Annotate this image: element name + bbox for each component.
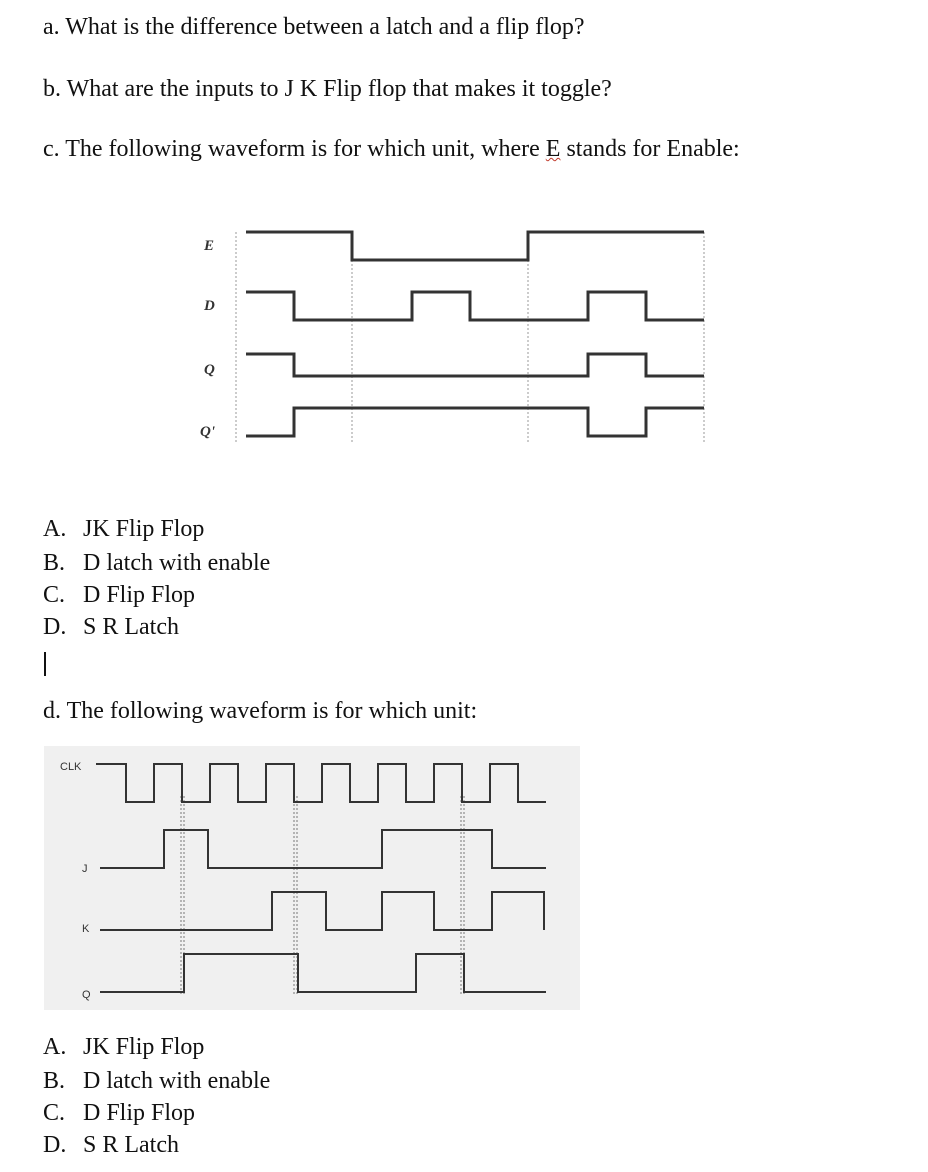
signal-trace-d [246, 292, 704, 320]
option-letter: B. [43, 550, 66, 576]
question-b: b. What are the inputs to J K Flip flop that makes it toggle? [43, 76, 612, 102]
question-c-text-after: stands for Enable: [560, 136, 740, 162]
question-a: a. What is the difference between a latch and a flip flop? [43, 14, 585, 40]
signal-label-j: J [82, 863, 88, 875]
question-c [43, 136, 740, 163]
signal-label-q: Q [204, 362, 215, 378]
waveform-diagram-d [44, 746, 580, 1010]
time-gridlines [236, 232, 704, 444]
option-letter: C. [43, 1100, 66, 1126]
option-letter: D. [43, 614, 67, 640]
option-c-a[interactable] [43, 516, 204, 543]
option-letter: A. [43, 516, 67, 542]
option-text: S R Latch [83, 1132, 179, 1158]
question-c-text-before: c. The following waveform is for which unit, where [43, 136, 546, 162]
option-letter: A. [43, 1034, 67, 1060]
option-text: D latch with enable [83, 550, 271, 576]
question-d: d. The following waveform is for which unit: [43, 698, 478, 724]
signal-label-clk: CLK [60, 761, 82, 773]
option-text: S R Latch [83, 614, 179, 640]
option-d-c[interactable] [43, 1100, 195, 1127]
option-letter: B. [43, 1068, 66, 1094]
option-letter: D. [43, 1132, 67, 1158]
signal-label-e: E [204, 238, 215, 254]
signal-trace-e [246, 232, 704, 260]
signal-label-k: K [82, 923, 90, 935]
option-text: D latch with enable [83, 1068, 271, 1094]
option-text: D Flip Flop [83, 582, 196, 608]
text-cursor [44, 652, 46, 676]
option-text: D Flip Flop [83, 1100, 196, 1126]
signal-trace-q [246, 354, 704, 376]
option-c-d[interactable] [43, 614, 179, 641]
signal-trace-qbar [246, 408, 704, 436]
signal-label-d: D [204, 298, 215, 314]
waveform-diagram-c [190, 222, 710, 446]
option-letter: C. [43, 582, 66, 608]
spellcheck-underlined-word: E [545, 136, 561, 162]
option-d-d[interactable] [43, 1132, 179, 1159]
option-c-c[interactable] [43, 582, 195, 609]
option-text: JK Flip Flop [83, 516, 205, 542]
option-d-a[interactable] [43, 1034, 204, 1061]
signal-label-q: Q [82, 989, 91, 1001]
diagram-background [44, 746, 580, 1010]
option-text: JK Flip Flop [83, 1034, 205, 1060]
option-d-b[interactable] [43, 1068, 270, 1095]
signal-label-qbar: Q' [200, 424, 215, 440]
option-c-b[interactable] [43, 550, 270, 577]
